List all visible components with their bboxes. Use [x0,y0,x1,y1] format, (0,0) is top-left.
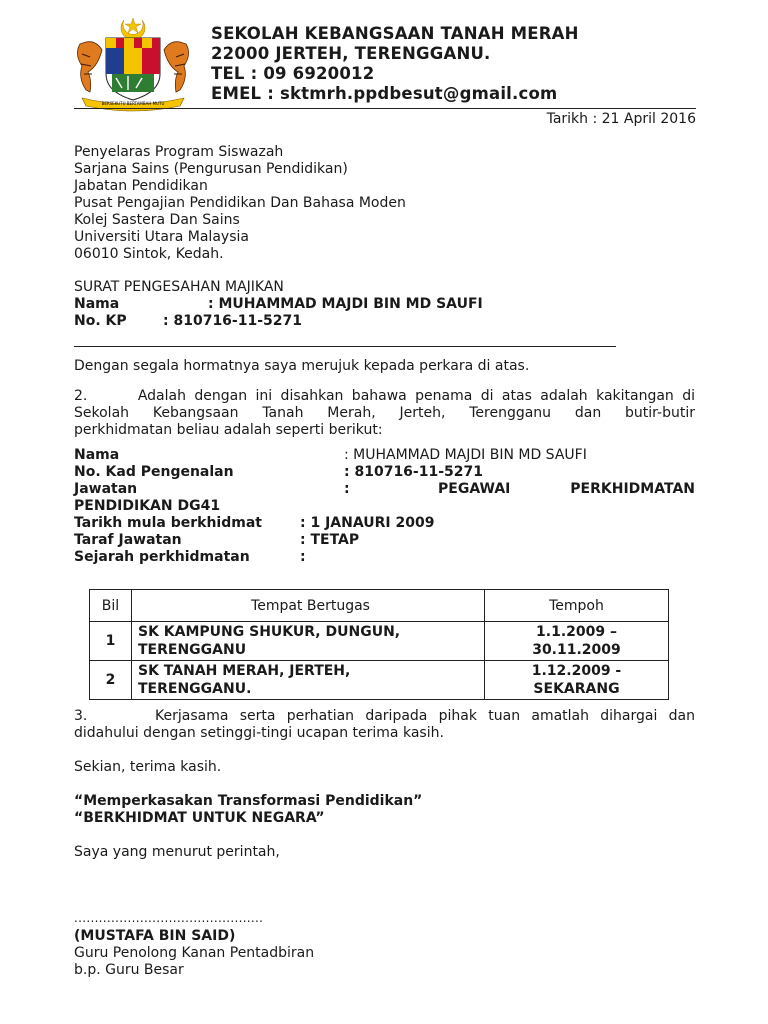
header-divider [74,108,696,109]
place-line: SK TANAH MERAH, JERTEH, [138,663,351,679]
detail-value: PERKHIDMATAN [570,481,695,497]
detail-value: : TETAP [300,532,360,548]
paragraph-2-line: 2. Adalah dengan ini disahkan bahawa penama di atas adalah kakitangan di [74,388,695,404]
school-phone: TEL : 09 6920012 [211,64,375,83]
table-cell-period [485,622,669,661]
detail-label: Jawatan [74,481,138,497]
table-header: Tempat Bertugas [132,590,485,622]
detail-label: Tarikh mula berkhidmat [74,515,262,531]
detail-colon: : [344,481,350,497]
recipient-line: Kolej Sastera Dan Sains [74,212,240,228]
detail-label: Nama [74,447,120,463]
paragraph-2-line: Sekolah Kebangsaan Tanah Merah, Jerteh, Terengganu dan butir-butir [74,405,695,421]
paragraph-2 [74,388,695,439]
signer-title: Guru Penolong Kanan Pentadbiran [74,945,315,961]
table-cell-bil: 1 [90,622,132,661]
subject-name-label: Nama [74,296,120,312]
table-header: Tempoh [485,590,669,622]
detail-row-sejarah [74,549,695,566]
detail-label: Taraf Jawatan [74,532,182,548]
motto-line: “BERKHIDMAT UNTUK NEGARA” [74,810,325,826]
subject-name-value: : MUHAMMAD MAJDI BIN MD SAUFI [208,296,483,312]
school-name: SEKOLAH KEBANGSAAN TANAH MERAH [211,24,579,43]
table-cell-bil: 2 [90,661,132,700]
place-line: TERENGGANU. [138,681,252,697]
detail-value: : 810716-11-5271 [344,464,483,480]
detail-row-mula [74,515,695,532]
recipient-line: Pusat Pengajian Pendidikan Dan Bahasa Moden [74,195,406,211]
recipient-line: Universiti Utara Malaysia [74,229,249,245]
table-header: Bil [90,590,132,622]
paragraph-3 [74,708,695,742]
detail-row-jawatan [74,481,695,498]
table-row [90,622,669,661]
recipient-line: Penyelaras Program Siswazah [74,144,284,160]
signer-on-behalf: b.p. Guru Besar [74,962,184,978]
place-line: SK KAMPUNG SHUKUR, DUNGUN, [138,624,401,640]
recipient-line: Sarjana Sains (Pengurusan Pendidikan) [74,161,348,177]
detail-label: No. Kad Pengenalan [74,464,234,480]
subject-underline [74,346,616,347]
detail-row-taraf [74,532,695,549]
paragraph-3-line: 3. Kerjasama serta perhatian daripada pihak tuan amatlah dihargai dan [74,708,695,724]
subject-kp-value: : 810716-11-5271 [163,313,302,329]
recipient-address [74,144,406,263]
letterhead [211,24,579,104]
recipient-line: Jabatan Pendidikan [74,178,208,194]
table-cell-place [132,622,485,661]
place-line: TERENGGANU [138,642,247,658]
detail-label: Sejarah perkhidmatan [74,549,250,565]
subject-kp-row [74,313,302,330]
subject-block [74,279,483,330]
signature-line: .............................................. [74,911,264,925]
school-address: 22000 JERTEH, TERENGGANU. [211,44,491,63]
svg-text:BERSEKUTU BERTAMBAH MUTU: BERSEKUTU BERTAMBAH MUTU [101,101,165,106]
paragraph-3-line: didahului dengan setinggi-tingi ucapan terima kasih. [74,725,444,741]
signer-name: (MUSTAFA BIN SAID) [74,928,236,944]
employee-details [74,447,695,566]
closing-text: Sekian, terima kasih. [74,759,222,775]
school-email: EMEL : sktmrh.ppdbesut@gmail.com [211,84,558,103]
period-line: 30.11.2009 [532,642,621,658]
table-row [90,661,669,700]
detail-row-nama [74,447,695,464]
period-line: SEKARANG [533,681,620,697]
table-cell-place [132,661,485,700]
period-line: 1.1.2009 – [536,624,617,640]
motto-line: “Memperkasakan Transformasi Pendidikan” [74,793,423,809]
recipient-line: 06010 Sintok, Kedah. [74,246,224,262]
intro-paragraph: Dengan segala hormatnya saya merujuk kepada perkara di atas. [74,358,530,374]
subject-kp-label: No. KP [74,313,127,329]
subject-name-row [74,296,483,313]
subject-title: SURAT PENGESAHAN MAJIKAN [74,279,284,295]
table-cell-period [485,661,669,700]
coat-of-arms-logo [72,14,194,114]
table-header-row [90,590,669,622]
period-line: 1.12.2009 - [531,663,622,679]
detail-value: : MUHAMMAD MAJDI BIN MD SAUFI [344,447,587,463]
detail-row-kad [74,464,695,481]
detail-value: PEGAWAI [438,481,511,497]
order-text: Saya yang menurut perintah, [74,844,280,860]
detail-value: : [300,549,306,565]
service-history-table [89,589,669,700]
detail-value-continued: PENDIDIKAN DG41 [74,498,221,514]
letter-date: Tarikh : 21 April 2016 [546,111,696,127]
detail-value: : 1 JANAURI 2009 [300,515,435,531]
paragraph-2-line: perkhidmatan beliau adalah seperti berikut: [74,422,383,438]
